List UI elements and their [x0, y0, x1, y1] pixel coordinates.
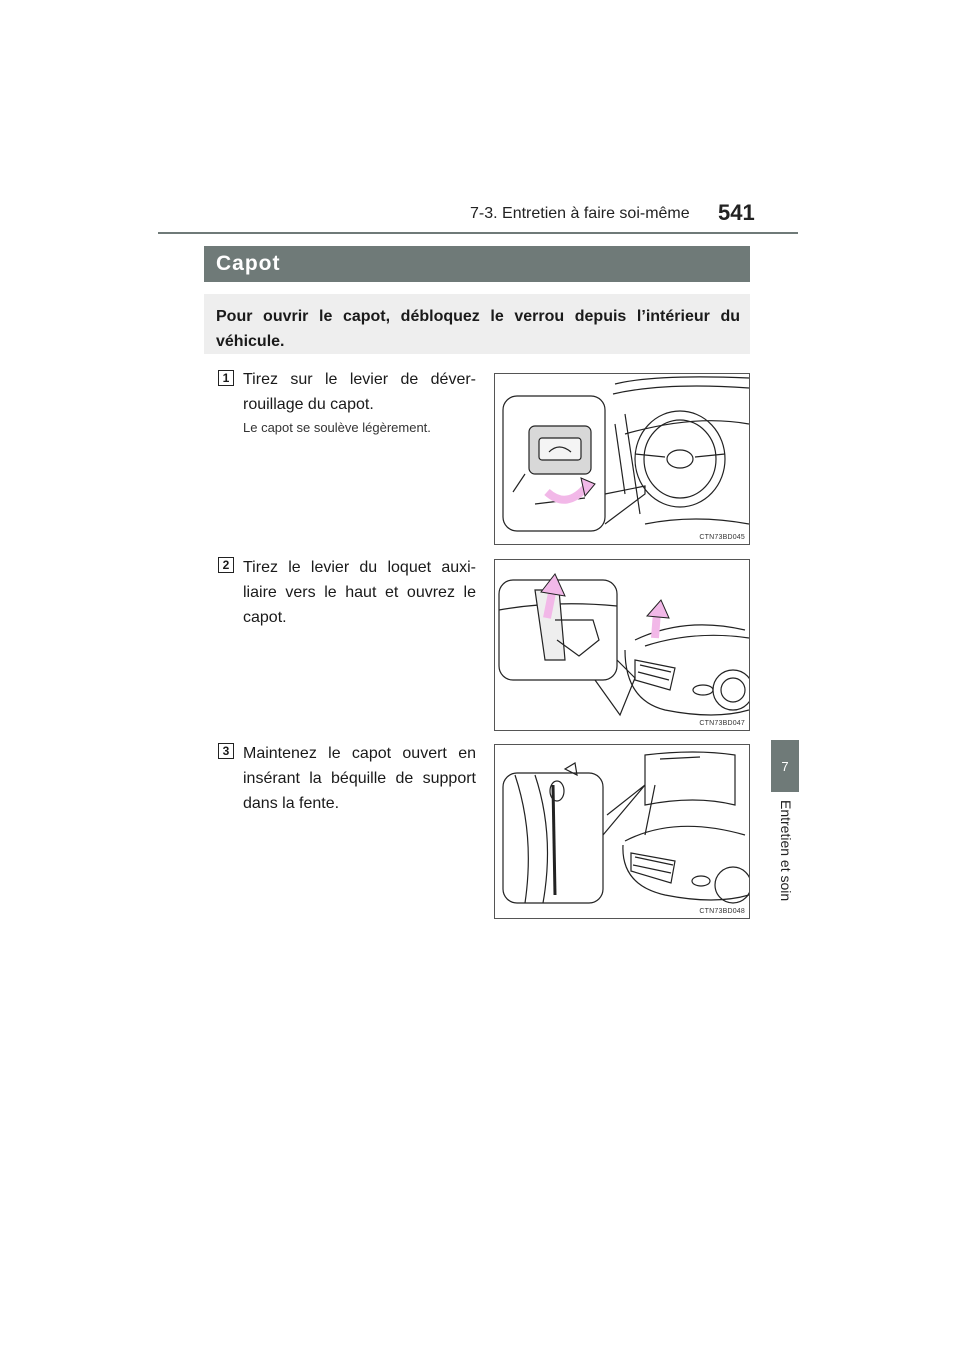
figure-code-1: CTN73BD045 — [699, 534, 745, 541]
step-note-1: Le capot se soulève légèrement. — [243, 420, 431, 435]
figure-support-rod — [494, 744, 750, 919]
figure-code-2: CTN73BD047 — [699, 720, 745, 727]
hood-release-illustration — [495, 374, 749, 544]
figure-code-3: CTN73BD048 — [699, 908, 745, 915]
intro-text: Pour ouvrir le capot, débloquez le verrou depuis l’intérieur du véhicule. — [204, 294, 750, 354]
figure-auxiliary-latch — [494, 559, 750, 731]
header-rule — [158, 232, 798, 234]
section-title: Capot — [204, 246, 750, 282]
page-number: 541 — [718, 200, 755, 225]
step-number-1: 1 — [218, 370, 234, 386]
chapter-tab: 7 — [771, 740, 799, 792]
support-rod-illustration — [495, 745, 749, 918]
auxiliary-latch-illustration — [495, 560, 749, 730]
section-reference: 7-3. Entretien à faire soi-même — [470, 205, 690, 222]
step-text-3: Maintenez le capot ouvert en insérant la béquille de support dans la fente. — [243, 745, 476, 812]
step-text-1: Tirez sur le levier de déver-rouillage du capot. — [243, 371, 476, 413]
step-number-3: 3 — [218, 743, 234, 759]
pull-arrow-icon — [547, 486, 587, 500]
figure-hood-release-lever — [494, 373, 750, 545]
step-text-2: Tirez le levier du loquet auxi-liaire vers le haut et ouvrez le capot. — [243, 559, 476, 626]
step-number-2: 2 — [218, 557, 234, 573]
chapter-label: Entretien et soin — [778, 800, 794, 902]
